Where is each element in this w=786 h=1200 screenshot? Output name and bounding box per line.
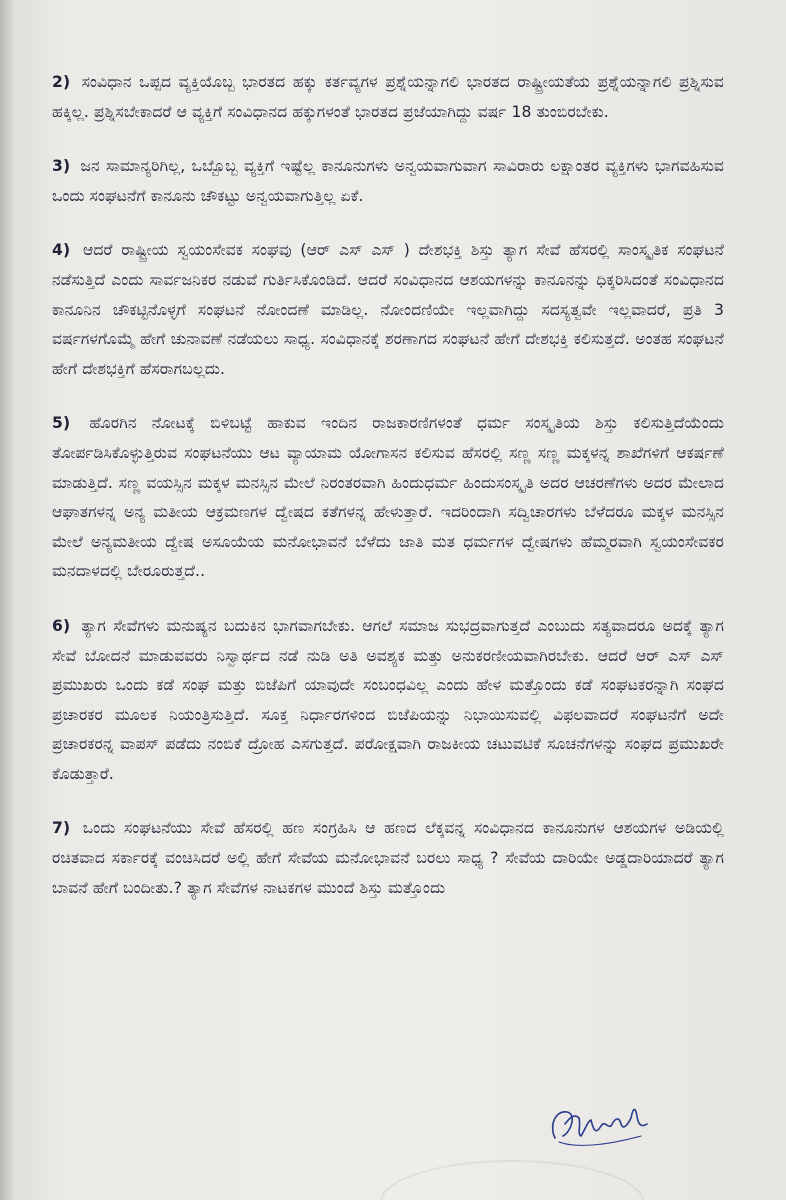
paragraph-text: ಸಂವಿಧಾನ ಒಪ್ಪದ ವ್ಯಕ್ತಿಯೊಬ್ಬ ಭಾರತದ ಹಕ್ಕು ಕರ್ತವ್ಯಗಳ ಪ್ರಶ್ನೆಯನ್ನಾಗಲಿ ಭಾರತದ ರಾಷ್ಟ್ರೀಯತೆಯ ಪ್ರಶ್ನೆಯನ್ನಾಗಲಿ ಪ್ರಶ್ನಿಸುವ ಹಕ್ಕಿಲ್ಲ. ಪ್ರಶ್ನಿಸಬೇಕಾದರೆ ಆ ವ್ಯಕ್ತಿಗೆ ಸಂವಿಧಾನದ ಹಕ್ಕುಗಳಂತೆ ಭಾರತದ ಪ್ರಜೆಯಾಗಿದ್ದು ವರ್ಷ 18 ತುಂಬಿರಬೇಕು. bbox=[52, 73, 724, 121]
handwritten-signature bbox=[545, 1096, 655, 1156]
paragraph-text: ತ್ಯಾಗ ಸೇವೆಗಳು ಮನುಷ್ಯನ ಬದುಕಿನ ಭಾಗವಾಗಬೇಕು. ಆಗಲೆ ಸಮಾಜ ಸುಭದ್ರವಾಗುತ್ತದೆ ಎಂಬುದು ಸತ್ಯವಾದರೂ ಅದಕ್ಕೆ ತ್ಯಾಗ ಸೇವೆ ಬೋದನೆ ಮಾಡುವವರು ನಿಸ್ವಾರ್ಥದ ನಡೆ ನುಡಿ ಅತಿ ಅವಶ್ಯಕ ಮತ್ತು ಅನುಕರಣೀಯವಾಗಿರಬೇಕು. ಆದರೆ ಆರ್ ಎಸ್ ಎಸ್ ಪ್ರಮುಖರು ಒಂದು ಕಡೆ ಸಂಘ ಮತ್ತು ಬಿಜೆಪಿಗೆ ಯಾವುದೇ ಸಂಬಂಧವಿಲ್ಲ ಎಂದು ಹೇಳ ಮತ್ತೊಂದು ಕಡೆ ಸಂಘಟಕರನ್ನಾಗಿ ಸಂಘದ ಪ್ರಚಾರಕರ ಮೂಲಕ ನಿಯಂತ್ರಿಸುತ್ತಿದೆ. ಸೂಕ್ತ ನಿರ್ಧಾರಗಳಿಂದ ಬಿಜೆಪಿಯನ್ನು ನಿಭಾಯಿಸುವಲ್ಲಿ ವಿಫಲವಾದರೆ ಸಂಘಟನೆಗೆ ಅದೇ ಪ್ರಚಾರಕರನ್ನ ವಾಪಸ್ ಪಡೆದು ನಂಬಿಕೆ ದ್ರೋಹ ಎಸಗುತ್ತದೆ. ಪರೋಕ್ಷವಾಗಿ ರಾಜಕೀಯ ಚಟುವಟಿಕೆ ಸೂಚನೆಗಳನ್ನು ಸಂಘದ ಪ್ರಮುಖರೇ ಕೊಡುತ್ತಾರೆ. bbox=[52, 616, 724, 783]
paragraph-5 bbox=[52, 409, 724, 587]
paragraph-number: 2) bbox=[52, 73, 71, 91]
paragraph-number: 7) bbox=[52, 819, 71, 838]
paragraph-number: 5) bbox=[52, 414, 71, 433]
paragraph-text: ಜನ ಸಾಮಾನ್ಯರಿಗಿಲ್ಲ, ಒಬ್ಬೊಬ್ಬ ವ್ಯಕ್ತಿಗೆ ಇಷ್ಟೆಲ್ಲ ಕಾನೂನುಗಳು ಅನ್ವಯವಾಗುವಾಗ ಸಾವಿರಾರು ಲಕ್ಷಾಂತರ ವ್ಯಕ್ತಿಗಳು ಭಾಗವಹಿಸುವ ಒಂದು ಸಂಘಟನೆಗೆ ಕಾನೂನು ಚೌಕಟ್ಟು ಅನ್ವಯವಾಗುತ್ತಿಲ್ಲ ಏಕೆ. bbox=[52, 157, 724, 205]
paragraph-text: ಆದರೆ ರಾಷ್ಟ್ರೀಯ ಸ್ವಯಂಸೇವಕ ಸಂಘವು (ಆರ್ ಎಸ್ ಎಸ್ ) ದೇಶಭಕ್ತಿ ಶಿಸ್ತು ತ್ಯಾಗ ಸೇವೆ ಹೆಸರಲ್ಲಿ ಸಾಂಸ್ಕೃತಿಕ ಸಂಘಟನೆ ನಡೆಸುತ್ತಿದೆ ಎಂದು ಸಾರ್ವಜನಿಕರ ನಡುವೆ ಗುರ್ತಿಸಿಕೊಂಡಿದೆ. ಆದರೆ ಸಂವಿಧಾನದ ಆಶಯಗಳನ್ನು ಕಾನೂನನ್ನು ಧಿಕ್ಕರಿಸಿದಂತೆ ಸಂವಿಧಾನದ ಕಾನೂನಿನ ಚೌಕಟ್ಟಿನೊಳ್ಳಗೆ ಸಂಘಟನೆ ನೋಂದಣೆ ಮಾಡಿಲ್ಲ. ನೋಂದಣಿಯೇ ಇಲ್ಲವಾಗಿದ್ದು ಸದಸ್ಯತ್ವವೇ ಇಲ್ಲವಾದರೆ, ಪ್ರತಿ 3 ವರ್ಷಗಳಗೊಮ್ಮೆ ಹೇಗೆ ಚುನಾವಣೆ ನಡೆಯಲು ಸಾಧ್ಯ. ಸಂವಿಧಾನಕ್ಕೆ ಶರಣಾಗದ ಸಂಘಟನೆ ಹೇಗೆ ದೇಶಭಕ್ತಿ ಕಲಿಸುತ್ತದೆ. ಅಂತಹ ಸಂಘಟನೆ ಹೇಗೆ ದೇಶಭಕ್ತಿಗೆ ಹೆಸರಾಗಬಲ್ಲದು. bbox=[52, 241, 724, 378]
paragraph-text: ಒಂದು ಸಂಘಟನೆಯು ಸೇವೆ ಹೆಸರಲ್ಲಿ ಹಣ ಸಂಗ್ರಹಿಸಿ ಆ ಹಣದ ಲೆಕ್ಕವನ್ನ ಸಂವಿಧಾನದ ಕಾನೂನುಗಳ ಆಶಯಗಳ ಅಡಿಯಲ್ಲಿ ರಚಿತವಾದ ಸರ್ಕಾರಕ್ಕೆ ವಂಚಿಸಿದರೆ ಅಲ್ಲಿ ಹೇಗೆ ಸೇವೆಯ ಮನೋಭಾವನೆ ಬರಲು ಸಾಧ್ಯ ? ಸೇವೆಯ ದಾರಿಯೇ ಅಡ್ಡದಾರಿಯಾದರೆ ತ್ಯಾಗ ಬಾವನೆ ಹೇಗೆ ಬಂದೀತು.? ತ್ಯಾಗ ಸೇವೆಗಳ ನಾಟಕಗಳ ಮುಂದೆ ಶಿಸ್ತು ಮತ್ತೊಂದು bbox=[52, 819, 724, 897]
page-edge-shadow bbox=[0, 0, 14, 1200]
paragraph-7 bbox=[52, 814, 724, 903]
paragraph-text: ಹೊರಗಿನ ನೋಟಕ್ಕೆ ಬಿಳಿಬಟ್ಟೆ ಹಾಕುವ ಇಂದಿನ ರಾಜಕಾರಣಿಗಳಂತೆ ಧರ್ಮ ಸಂಸ್ಕೃತಿಯ ಶಿಸ್ತು ಕಲಿಸುತ್ತಿದೆಯೆಂದು ತೋರ್ಪಡಿಸಿಕೊಳ್ಳುತ್ತಿರುವ ಸಂಘಟನೆಯು ಆಟ ವ್ಯಾಯಾಮ ಯೋಗಾಸನ ಕಲಿಸುವ ಹೆಸರಲ್ಲಿ ಸಣ್ಣ ಸಣ್ಣ ಮಕ್ಕಳನ್ನ ಶಾಖೆಗಳಿಗೆ ಆಕರ್ಷಣೆ ಮಾಡುತ್ತಿದೆ. ಸಣ್ಣ ವಯಸ್ಸಿನ ಮಕ್ಕಳ ಮನಸ್ಸಿನ ಮೇಲೆ ನಿರಂತರವಾಗಿ ಹಿಂದುಧರ್ಮ ಹಿಂದುಸಂಸ್ಕೃತಿ ಅದರ ಆಚರಣೆಗಳು ಅದರ ಮೇಲಾದ ಆಘಾತಗಳನ್ನ ಅನ್ಯ ಮತೀಯ ಆಕ್ರಮಣಗಳ ದ್ವೇಷದ ಕತೆಗಳನ್ನ ಹೇಳುತ್ತಾರೆ. ಇದರಿಂದಾಗಿ ಸದ್ವಿಚಾರಗಳು ಬೆಳೆದರೂ ಮಕ್ಕಳ ಮನಸ್ಸಿನ ಮೇಲೆ ಅನ್ಯಮತೀಯ ದ್ವೇಷ ಅಸೂಯೆಯ ಮನೋಭಾವನೆ ಬೆಳೆದು ಜಾತಿ ಮತ ಧರ್ಮಗಳ ದ್ವೇಷಗಳು ಹೆಮ್ಮರವಾಗಿ ಸ್ವಯಂಸೇವಕರ ಮನದಾಳದಲ್ಲಿ ಬೇರೂರುತ್ತದೆ.. bbox=[52, 414, 724, 581]
paragraph-number: 4) bbox=[52, 241, 71, 260]
paragraph-4 bbox=[52, 236, 724, 384]
paragraph-6 bbox=[52, 612, 724, 790]
paragraph-3 bbox=[52, 152, 724, 211]
paragraph-2 bbox=[52, 68, 724, 127]
faint-stamp-mark bbox=[380, 1160, 644, 1200]
paragraph-number: 6) bbox=[52, 616, 71, 635]
paragraph-number: 3) bbox=[52, 157, 71, 176]
document-body bbox=[52, 68, 724, 928]
